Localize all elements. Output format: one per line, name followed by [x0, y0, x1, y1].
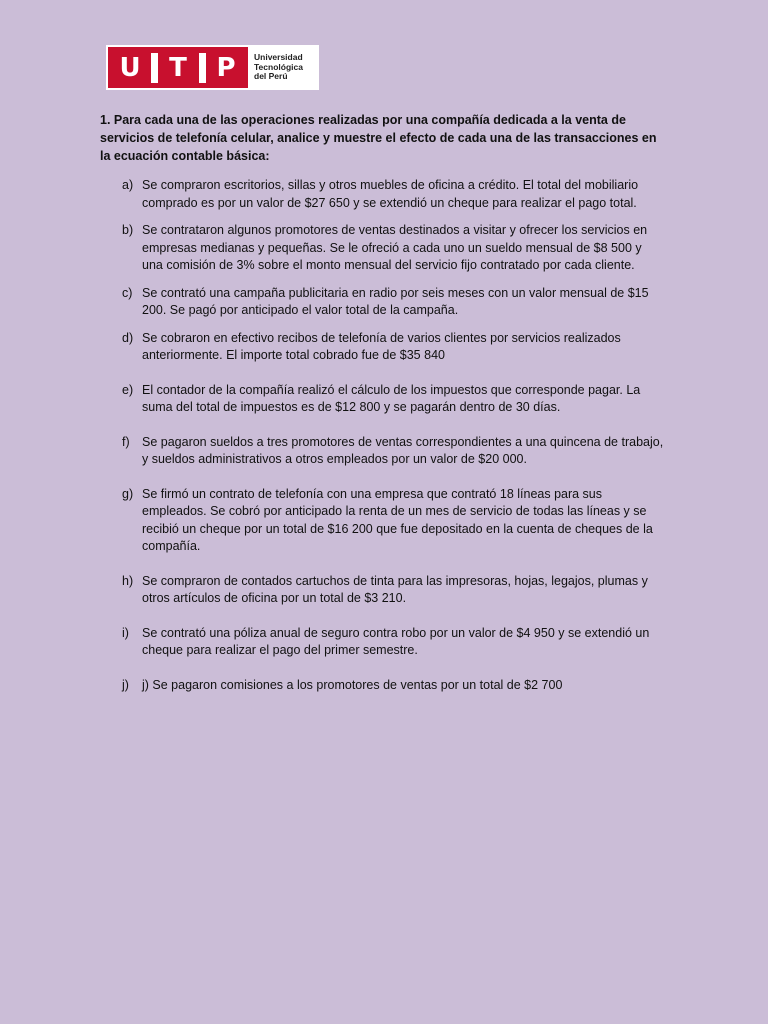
item-marker: g)	[122, 486, 134, 501]
list-item	[100, 330, 668, 365]
item-text: El contador de la compañía realizó el cálculo de los impuestos que corresponde pagar. La suma del total de impuestos es de $12 800 y se pagarán dentro de 30 días.	[142, 382, 641, 414]
item-marker: f)	[122, 434, 130, 449]
utp-logo	[106, 45, 319, 90]
exercise-statement: 1. Para cada una de las operaciones realizadas por una compañía dedicada a la venta de servicios de telefonía celular, analice y muestre el efecto de cada una de las transacciones en la ecuación contable básica:	[100, 113, 657, 163]
logo-letter-p: P	[216, 52, 236, 83]
exercise-content	[100, 111, 668, 694]
logo-separator	[149, 53, 159, 83]
item-marker: h)	[122, 573, 134, 588]
item-text: Se contrató una póliza anual de seguro contra robo por un valor de $4 950 y se extendió un cheque para realizar el pago del primer semestre.	[142, 625, 650, 657]
item-text: Se compraron de contados cartuchos de tinta para las impresoras, hojas, legajos, plumas y otros artículos de oficina por un total de $3 210.	[142, 573, 648, 605]
utp-logo-mark	[108, 47, 248, 88]
list-item	[100, 285, 668, 320]
item-text: Se firmó un contrato de telefonía con una empresa que contrató 18 líneas para sus empleados. Se cobró por anticipado la renta de un mes de servicio de todas las líneas y se recibió un cheque por un total de $16 200 que fue depositado en la cuenta de cheques de la compañía.	[142, 486, 653, 553]
item-text: Se contrató una campaña publicitaria en radio por seis meses con un valor mensual de $15 200. Se pagó por anticipado el valor total de la campaña.	[142, 285, 649, 317]
item-text: Se cobraron en efectivo recibos de telefonía de varios clientes por servicios realizados anteriormente. El importe total cobrado fue de $35 840	[142, 330, 621, 362]
list-item	[100, 177, 668, 212]
item-marker: c)	[122, 285, 133, 300]
item-text: Se contrataron algunos promotores de ventas destinados a visitar y ofrecer los servicios en empresas medianas y pequeñas. Se le ofreció a cada uno un sueldo mensual de $8 500 y una comisión de 3% sobre el monto mensual del servicio fijo contratado por cada cliente.	[142, 223, 648, 272]
transaction-list	[100, 177, 668, 694]
item-marker: j)	[122, 677, 129, 692]
item-marker: a)	[122, 178, 134, 192]
list-item	[100, 677, 668, 695]
item-text: Se compraron escritorios, sillas y otros muebles de oficina a crédito. El total del mobiliario comprado es por un valor de $27 650 y se extendió un cheque para realizar el pago total.	[142, 178, 639, 210]
item-marker: d)	[122, 330, 134, 345]
item-marker: i)	[122, 625, 129, 640]
list-item	[100, 434, 668, 469]
item-text: j) Se pagaron comisiones a los promotores de ventas por un total de $2 700	[142, 677, 563, 692]
list-item	[100, 382, 668, 417]
logo-line-3: del Perú	[254, 71, 288, 81]
list-item	[100, 573, 668, 608]
logo-line-1: Universidad	[254, 52, 303, 62]
logo-wordmark	[254, 53, 303, 82]
item-marker: e)	[122, 382, 134, 397]
logo-letter-u: U	[119, 52, 141, 83]
list-item	[100, 625, 668, 660]
logo-line-2: Tecnológica	[254, 61, 303, 72]
item-marker: b)	[122, 223, 134, 237]
logo-letter-t: T	[169, 52, 187, 83]
list-item	[100, 222, 668, 275]
item-text: Se pagaron sueldos a tres promotores de ventas correspondientes a una quincena de trabajo, y sueldos administrativos a otros empleados por un valor de $20 000.	[142, 434, 664, 466]
list-item	[100, 486, 668, 556]
logo-separator	[197, 53, 207, 83]
